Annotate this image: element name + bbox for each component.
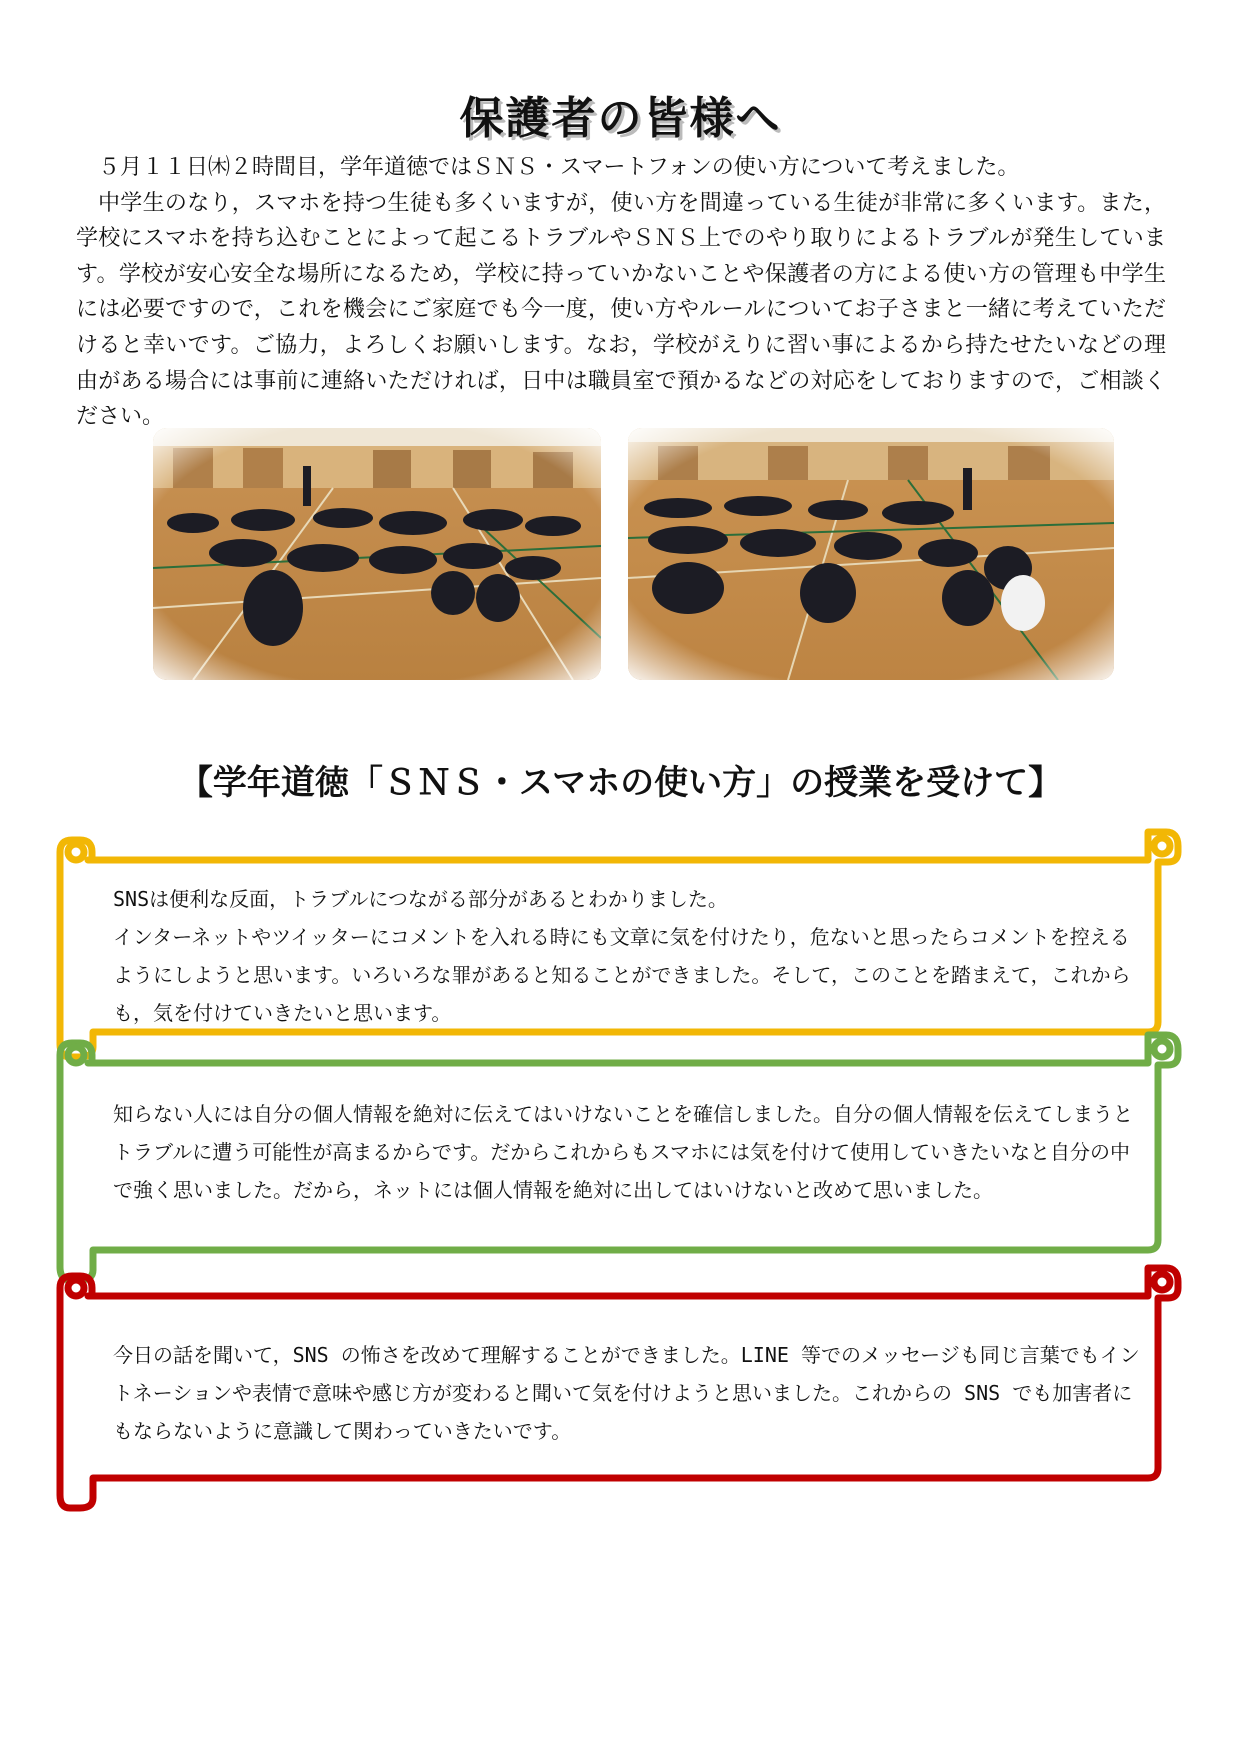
comment-text: 今日の話を聞いて，SNS の怖さを改めて理解することができました。LINE 等でのメッセージも同じ言葉でもイントネーションや表情で意味や感じ方が変わると聞いて気を付けようと思いました。これからの SNS でも加害者にもならないように意識して関わっていきたいです。 — [113, 1343, 1140, 1443]
classroom-photo-1 — [153, 428, 601, 680]
comment-scroll-3 — [58, 1258, 1186, 1514]
gym-photo-image — [628, 428, 1114, 680]
page-title: 保護者の皆様へ — [459, 93, 782, 144]
intro-paragraph-1: ５月１１日㈭２時間目，学年道徳ではＳＮＳ・スマートフォンの使い方について考えました。 — [98, 155, 1020, 180]
comment-text: SNSは便利な反面，トラブルにつながる部分があるとわかりました。 インターネットやツイッターにコメントを入れる時にも文章に気を付けたり，危ないと思ったらコメントを控えるようにしようと思います。いろいろな罪があると知ることができました。そして，このことを踏まえて，これからも，気を付けていきたいと思います。 — [113, 887, 1131, 1025]
section-heading: 【学年道徳「ＳＮＳ・スマホの使い方」の授業を受けて】 — [178, 763, 1063, 803]
gym-photo-image — [153, 428, 601, 680]
intro-paragraph-2: 中学生のなり，スマホを持つ生徒も多くいますが，使い方を間違っている生徒が非常に多くいます。また，学校にスマホを持ち込むことによって起こるトラブルやＳＮＳ上でのやり取りによるトラブルが発生しています。学校が安心安全な場所になるため，学校に持っていかないことや保護者の方による使い方の管理も中学生には必要ですので，これを機会にご家庭でも今一度，使い方やルールについてお子さまと一緒に考えていただけると幸いです。ご協力，よろしくお願いします。なお，学校がえりに習い事によるから持たせたいなどの理由がある場合には事前に連絡いただければ，日中は職員室で預かるなどの対応をしておりますので，ご相談ください。 — [76, 190, 1166, 430]
classroom-photo-2 — [628, 428, 1114, 680]
comment-scroll-2 — [58, 1025, 1186, 1287]
comment-text: 知らない人には自分の個人情報を絶対に伝えてはいけないことを確信しました。自分の個人情報を伝えてしまうとトラブルに遭う可能性が高まるからです。だからこれからもスマホには気を付けて使用していきたいなと自分の中で強く思いました。だから，ネットには個人情報を絶対に出してはいけないと改めて思いました。 — [113, 1102, 1133, 1202]
intro-text — [76, 150, 1166, 435]
